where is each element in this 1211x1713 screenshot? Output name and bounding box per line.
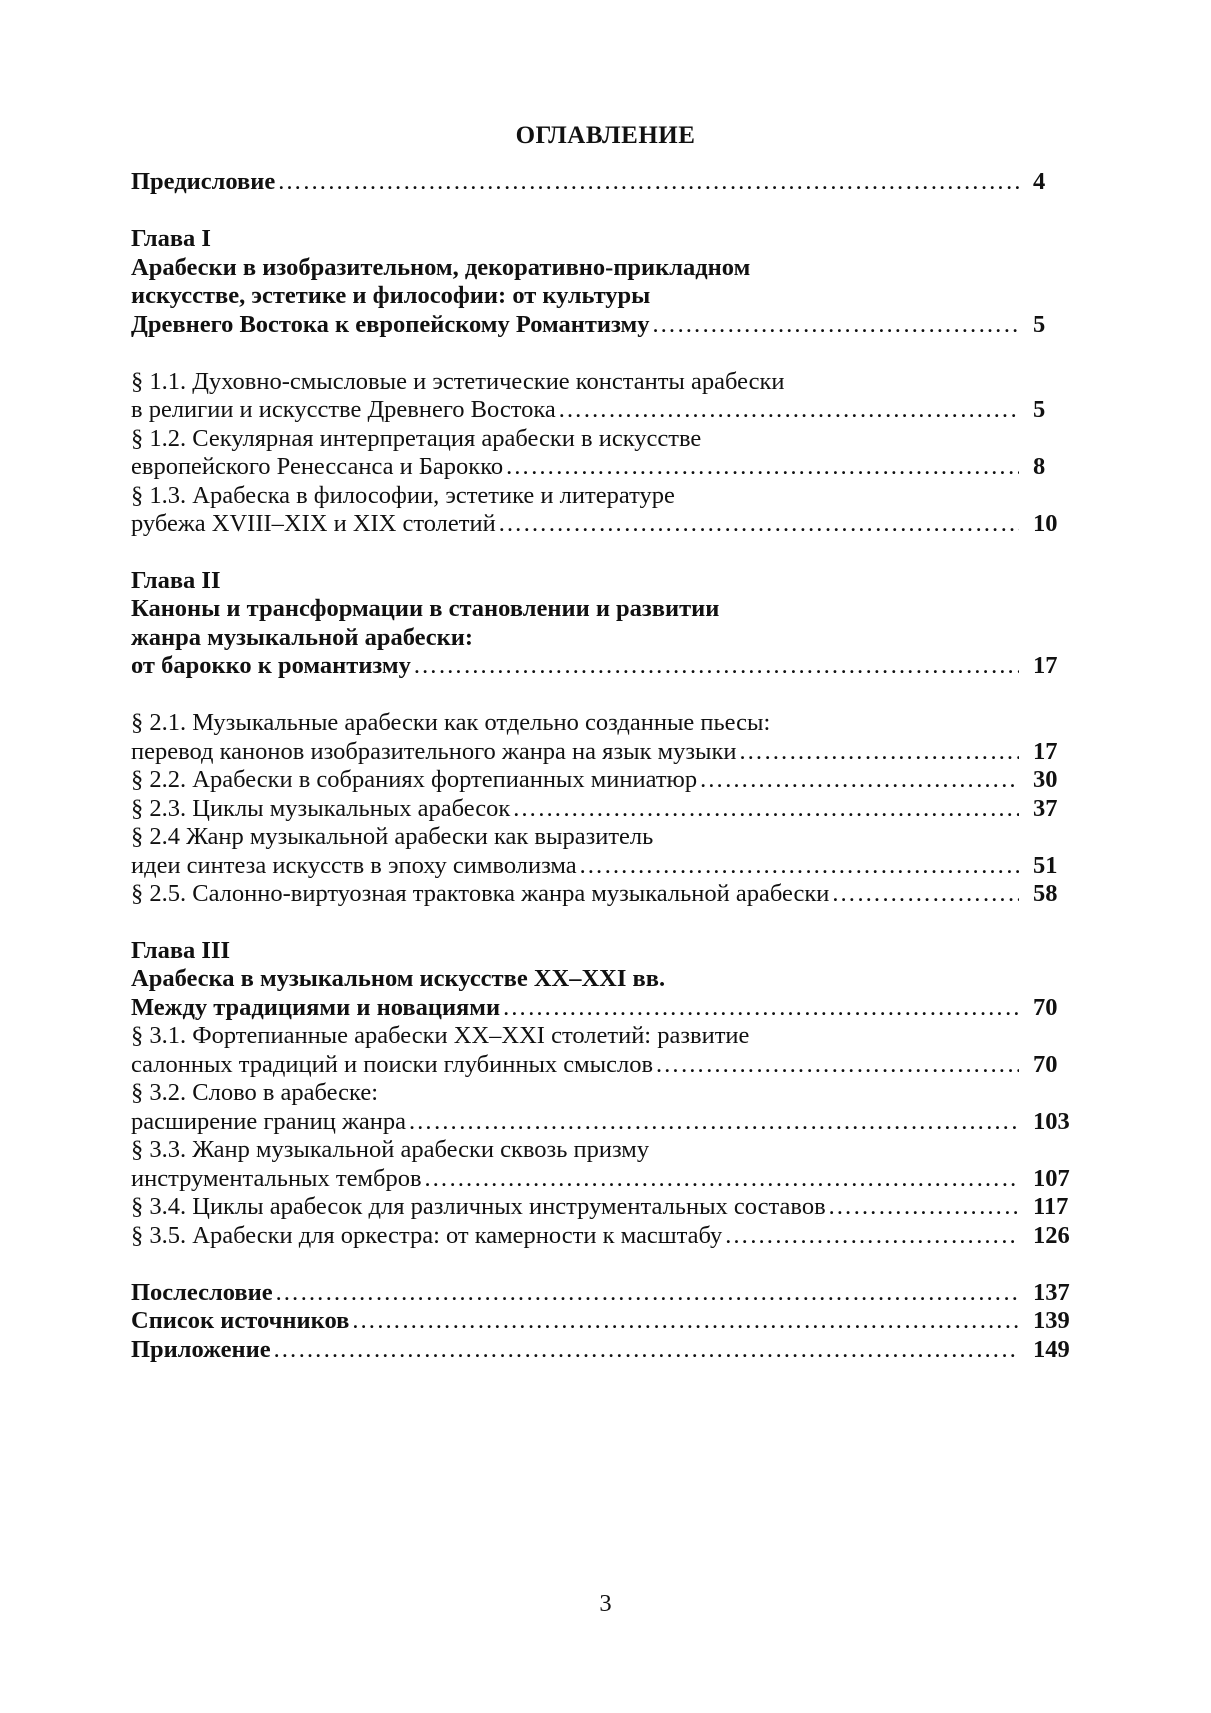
section-line: § 3.2. Слово в арабеске: [131, 1079, 379, 1106]
toc-entry-chapter [131, 992, 1081, 1023]
toc-entry-section [131, 1220, 1081, 1251]
dot-leader [413, 650, 1019, 681]
dot-leader [651, 309, 1019, 340]
dot-leader [505, 451, 1019, 482]
chapter-title-line: Каноны и трансформации в становлении и развитии [131, 595, 720, 622]
entry-page: 5 [1033, 311, 1046, 338]
toc-title: ОГЛАВЛЕНИЕ [515, 122, 696, 149]
entry-page: 30 [1033, 766, 1058, 793]
entry-text: § 2.2. Арабески в собраниях фортепианных миниатюр [131, 766, 698, 793]
dot-leader [424, 1163, 1019, 1194]
toc-entry-section [131, 1163, 1081, 1194]
entry-page: 17 [1033, 652, 1058, 679]
entry-text: инструментальных тембров [131, 1165, 422, 1192]
entry-text: перевод канонов изобразительного жанра на язык музыки [131, 738, 737, 765]
toc-entry-section [131, 1106, 1081, 1137]
toc-entry-section [131, 451, 1081, 482]
dot-leader [277, 166, 1019, 197]
entry-text: Список источников [131, 1307, 350, 1334]
entry-page: 58 [1033, 880, 1058, 907]
dot-leader [351, 1305, 1019, 1336]
toc-entry-sources [131, 1305, 1081, 1336]
section-line: § 1.2. Секулярная интерпретация арабески в искусстве [131, 425, 702, 452]
toc-entry-section [131, 850, 1081, 881]
toc-entry-chapter [131, 650, 1081, 681]
toc-entry-section [131, 736, 1081, 767]
entry-page: 126 [1033, 1222, 1070, 1249]
section-line: § 3.3. Жанр музыкальной арабески сквозь призму [131, 1136, 650, 1163]
entry-text: идеи синтеза искусств в эпоху символизма [131, 852, 577, 879]
dot-leader [273, 1334, 1019, 1365]
dot-leader [502, 992, 1019, 1023]
entry-page: 139 [1033, 1307, 1070, 1334]
dot-leader [408, 1106, 1019, 1137]
entry-page: 5 [1033, 396, 1046, 423]
entry-page: 107 [1033, 1165, 1070, 1192]
entry-page: 70 [1033, 1051, 1058, 1078]
entry-text: Древнего Востока к европейскому Романтизму [131, 311, 650, 338]
entry-page: 8 [1033, 453, 1046, 480]
entry-text: Между традициями и новациями [131, 994, 501, 1021]
entry-text: Послесловие [131, 1279, 273, 1306]
chapter-heading: Глава II [131, 567, 221, 594]
entry-text: расширение границ жанра [131, 1108, 406, 1135]
entry-page: 17 [1033, 738, 1058, 765]
toc-entry-section [131, 1049, 1081, 1080]
entry-page: 10 [1033, 510, 1058, 537]
entry-text: салонных традиций и поиски глубинных смыслов [131, 1051, 654, 1078]
dot-leader [724, 1220, 1019, 1251]
chapter-title-line: Арабески в изобразительном, декоративно-прикладном [131, 254, 751, 281]
entry-page: 70 [1033, 994, 1058, 1021]
entry-text: § 3.4. Циклы арабесок для различных инструментальных составов [131, 1193, 826, 1220]
section-line: § 1.3. Арабеска в философии, эстетике и литературе [131, 482, 675, 509]
dot-leader [828, 1191, 1019, 1222]
toc-entry-appendix [131, 1334, 1081, 1365]
toc-entry-section [131, 764, 1081, 795]
chapter-heading: Глава I [131, 225, 211, 252]
section-line: § 1.1. Духовно-смысловые и эстетические константы арабески [131, 368, 785, 395]
entry-page: 137 [1033, 1279, 1070, 1306]
section-line: § 3.1. Фортепианные арабески XX–XXI столетий: развитие [131, 1022, 750, 1049]
entry-text: Предисловие [131, 168, 276, 195]
entry-page: 103 [1033, 1108, 1070, 1135]
dot-leader [831, 878, 1019, 909]
dot-leader [558, 394, 1019, 425]
section-line: § 2.1. Музыкальные арабески как отдельно созданные пьесы: [131, 709, 771, 736]
entry-text: рубежа XVIII–XIX и XIX столетий [131, 510, 496, 537]
toc-entry-section [131, 394, 1081, 425]
dot-leader [699, 764, 1019, 795]
chapter-title-line: Арабеска в музыкальном искусстве XX–XXI вв. [131, 965, 666, 992]
entry-page: 4 [1033, 168, 1046, 195]
dot-leader [275, 1277, 1019, 1308]
entry-text: § 2.3. Циклы музыкальных арабесок [131, 795, 511, 822]
dot-leader [739, 736, 1019, 767]
entry-page: 37 [1033, 795, 1058, 822]
entry-text: Приложение [131, 1336, 271, 1363]
toc-entry-afterword [131, 1277, 1081, 1308]
toc-entry-section [131, 508, 1081, 539]
section-line: § 2.4 Жанр музыкальной арабески как выразитель [131, 823, 654, 850]
entry-page: 51 [1033, 852, 1058, 879]
entry-text: от барокко к романтизму [131, 652, 411, 679]
toc-entry-chapter [131, 309, 1081, 340]
entry-text: в религии и искусстве Древнего Востока [131, 396, 556, 423]
dot-leader [512, 793, 1019, 824]
entry-text: § 3.5. Арабески для оркестра: от камерности к масштабу [131, 1222, 723, 1249]
entry-text: европейского Ренессанса и Барокко [131, 453, 504, 480]
chapter-heading: Глава III [131, 937, 231, 964]
entry-page: 149 [1033, 1336, 1070, 1363]
entry-page: 117 [1033, 1193, 1069, 1220]
page-number: 3 [599, 1590, 612, 1617]
toc-entry-preface [131, 166, 1081, 197]
toc-entry-section [131, 1191, 1081, 1222]
dot-leader [498, 508, 1019, 539]
toc-entry-section [131, 793, 1081, 824]
chapter-title-line: жанра музыкальной арабески: [131, 624, 474, 651]
chapter-title-line: искусстве, эстетике и философии: от культуры [131, 282, 651, 309]
dot-leader [579, 850, 1019, 881]
dot-leader [655, 1049, 1019, 1080]
entry-text: § 2.5. Салонно-виртуозная трактовка жанра музыкальной арабески [131, 880, 830, 907]
toc-entry-section [131, 878, 1081, 909]
